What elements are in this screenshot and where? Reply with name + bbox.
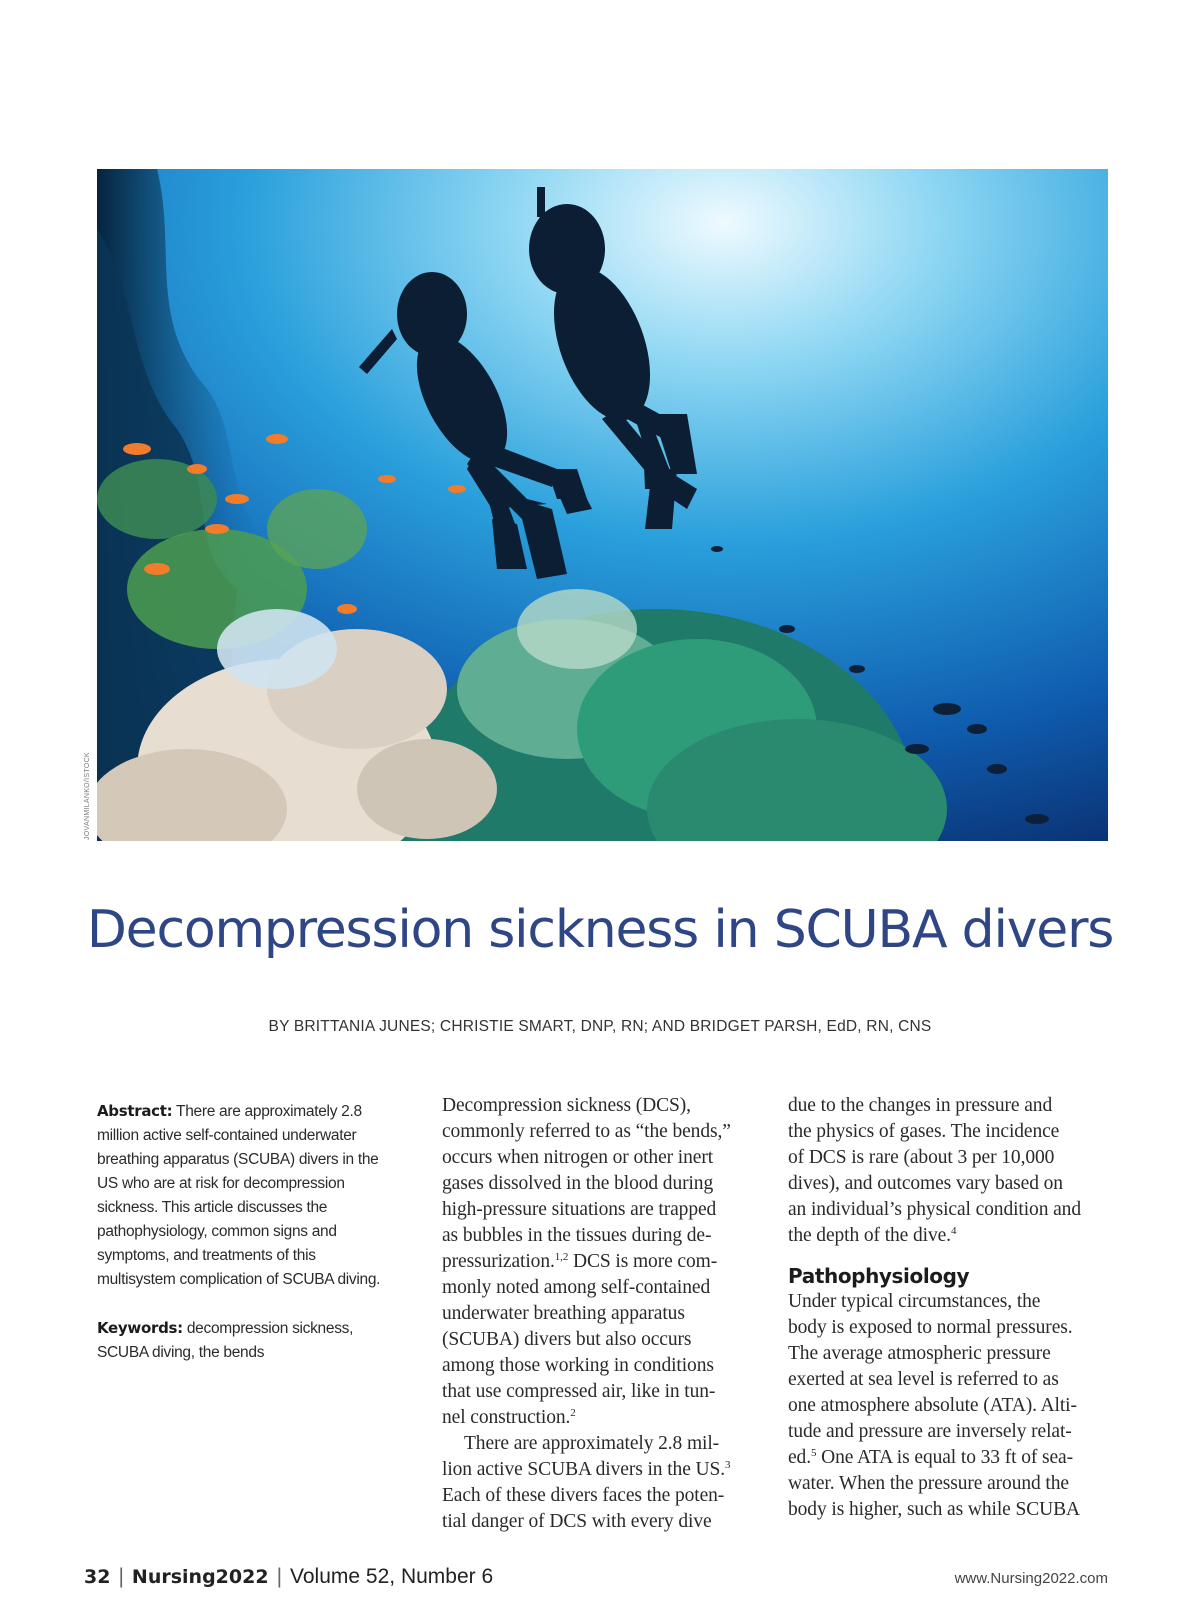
text-line: one atmosphere absolute (ATA). Alti-: [788, 1395, 1077, 1416]
text-line: (SCUBA) divers but also occurs: [442, 1329, 692, 1350]
abstract-label: Abstract:: [97, 1102, 173, 1120]
text-line: among those working in conditions: [442, 1355, 714, 1376]
reference-marker: 3: [725, 1459, 731, 1471]
text-line: an individual’s physical condition and: [788, 1199, 1081, 1220]
text-span: nel construction.: [442, 1407, 571, 1428]
issue-info: Volume 52, Number 6: [290, 1565, 494, 1588]
text-line: water. When the pressure around the: [788, 1473, 1069, 1494]
text-line: [788, 1445, 1118, 1471]
section-heading: Pathophysiology: [788, 1264, 970, 1288]
text-line: [788, 1223, 1118, 1249]
text-line: [442, 1405, 762, 1431]
page-number: 32: [84, 1566, 111, 1588]
text-line: high-pressure situations are trapped: [442, 1199, 717, 1220]
text-line: Each of these divers faces the poten-: [442, 1485, 725, 1506]
text-line: There are approximately 2.8 mil-: [464, 1433, 720, 1454]
photo-credit: JOVANMILANKO/ISTOCK: [84, 752, 91, 840]
text-line: commonly referred to as “the bends,”: [442, 1121, 731, 1142]
text-line: body is higher, such as while SCUBA: [788, 1499, 1080, 1520]
abstract-box: [97, 1099, 397, 1389]
text-line: [442, 1249, 762, 1275]
abstract-text: There are approximately 2.8 million active self-contained underwater breathing apparatus (SCUBA) divers in the US who are at risk for decompression sickness. This article discusses the pathophysiology, common signs and symptoms, and treatments of this multisystem complication of SCUBA diving.: [97, 1103, 381, 1288]
text-line: gases dissolved in the blood during: [442, 1173, 714, 1194]
text-span: DCS is more com-: [568, 1251, 718, 1272]
keywords: [97, 1316, 397, 1365]
reference-marker: 5: [810, 1447, 817, 1459]
text-span: the depth of the dive.: [788, 1225, 951, 1246]
publication-url[interactable]: www.Nursing2022.com: [954, 1570, 1108, 1587]
body-column-2: [788, 1093, 1118, 1523]
text-line: tude and pressure are inversely relat-: [788, 1421, 1072, 1442]
divers-reef-illustration: [97, 169, 1108, 841]
text-line: dives), and outcomes vary based on: [788, 1173, 1063, 1194]
text-line: tial danger of DCS with every dive: [442, 1511, 712, 1532]
text-line: monly noted among self-contained: [442, 1277, 711, 1298]
footer-separator: |: [276, 1565, 283, 1588]
body-paragraph: [442, 1093, 762, 1431]
footer-separator: |: [118, 1565, 124, 1588]
text-line: The average atmospheric pressure: [788, 1343, 1051, 1364]
text-line: exerted at sea level is referred to as: [788, 1369, 1059, 1390]
text-line: as bubbles in the tissues during de-: [442, 1225, 712, 1246]
body-column-1: [442, 1093, 762, 1535]
text-line: [442, 1457, 762, 1483]
text-line: due to the changes in pressure and: [788, 1095, 1053, 1116]
reference-marker: 4: [950, 1225, 957, 1237]
text-span: pressurization.: [442, 1251, 555, 1272]
keywords-label: Keywords:: [97, 1319, 183, 1337]
abstract: [97, 1099, 397, 1292]
article-title: Decompression sickness in SCUBA divers: [86, 900, 1114, 960]
text-line: that use compressed air, like in tun-: [442, 1381, 716, 1402]
text-line: Under typical circumstances, the: [788, 1291, 1041, 1312]
cover-photo: [97, 169, 1108, 841]
text-line: body is exposed to normal pressures.: [788, 1317, 1073, 1338]
text-line: of DCS is rare (about 3 per 10,000: [788, 1147, 1055, 1168]
text-line: Decompression sickness (DCS),: [442, 1095, 691, 1116]
publication-name: Nursing2022: [131, 1566, 269, 1588]
reference-marker: 1,2: [554, 1251, 569, 1263]
text-line: occurs when nitrogen or other inert: [442, 1147, 714, 1168]
text-line: underwater breathing apparatus: [442, 1303, 685, 1324]
reference-marker: 2: [570, 1407, 576, 1419]
body-paragraph: [788, 1093, 1118, 1249]
byline: BY BRITTANIA JUNES; CHRISTIE SMART, DNP, RN; AND BRIDGET PARSH, EdD, RN, CNS: [268, 1018, 932, 1035]
keywords-text: decompression sickness, SCUBA diving, the bends: [97, 1320, 354, 1361]
text-span: lion active SCUBA divers in the US.: [442, 1459, 726, 1480]
text-span: One ATA is equal to 33 ft of sea-: [816, 1447, 1074, 1468]
body-paragraph: [788, 1289, 1118, 1523]
text-span: ed.: [788, 1447, 811, 1468]
text-line: the physics of gases. The incidence: [788, 1121, 1060, 1142]
page-footer: [84, 1565, 493, 1589]
body-paragraph: [442, 1431, 762, 1535]
